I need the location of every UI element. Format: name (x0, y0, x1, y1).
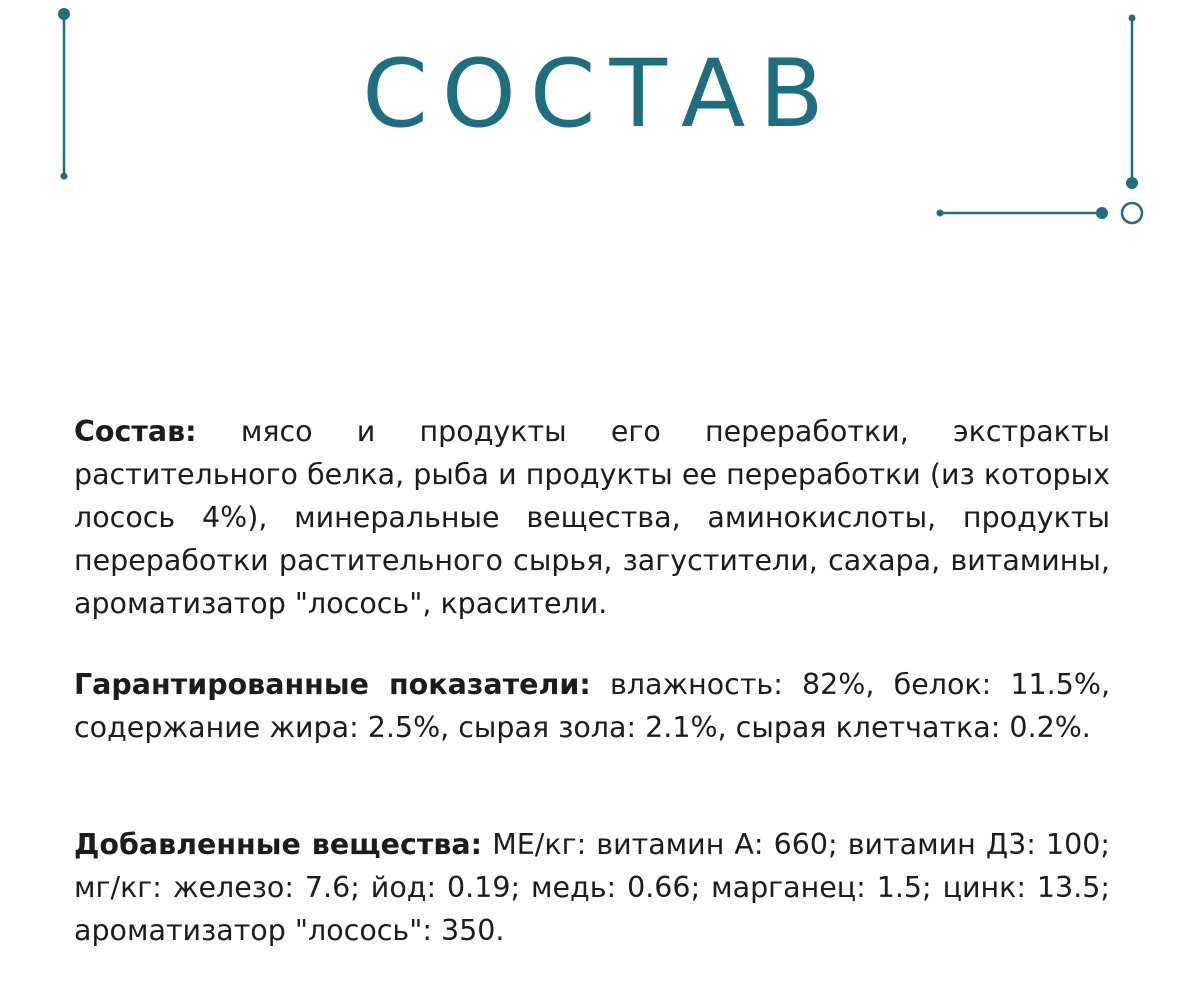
right-horizontal-ornament (937, 203, 1143, 223)
guaranteed-values-text: влажность: 82%, белок: 11.5%, содержание жира: 2.5%, сырая зола: 2.1%, сырая клетчатка: 0.2%. (74, 668, 1111, 744)
guaranteed-values-paragraph (74, 663, 1110, 749)
page-title: СОСТАВ (362, 40, 838, 149)
composition-paragraph (74, 410, 1110, 625)
guaranteed-values-label: Гарантированные показатели: (74, 668, 591, 701)
composition-text: мясо и продукты его переработки, экстракты растительного белка, рыба и продукты ее переработки (из которых лосось 4%), минеральные вещества, аминокислоты, продукты переработки растительного сырья, загустители, сахара, витамины, ароматизатор "лосось", красители. (74, 415, 1110, 620)
composition-label: Состав: (74, 415, 197, 448)
additives-paragraph (74, 823, 1110, 952)
additives-label: Добавленные вещества: (74, 828, 483, 861)
additives-text: МЕ/кг: витамин А: 660; витамин Д3: 100; мг/кг: железо: 7.6; йод: 0.19; медь: 0.66; марганец: 1.5; цинк: 13.5; ароматизатор "лосось": 350. (74, 828, 1111, 947)
